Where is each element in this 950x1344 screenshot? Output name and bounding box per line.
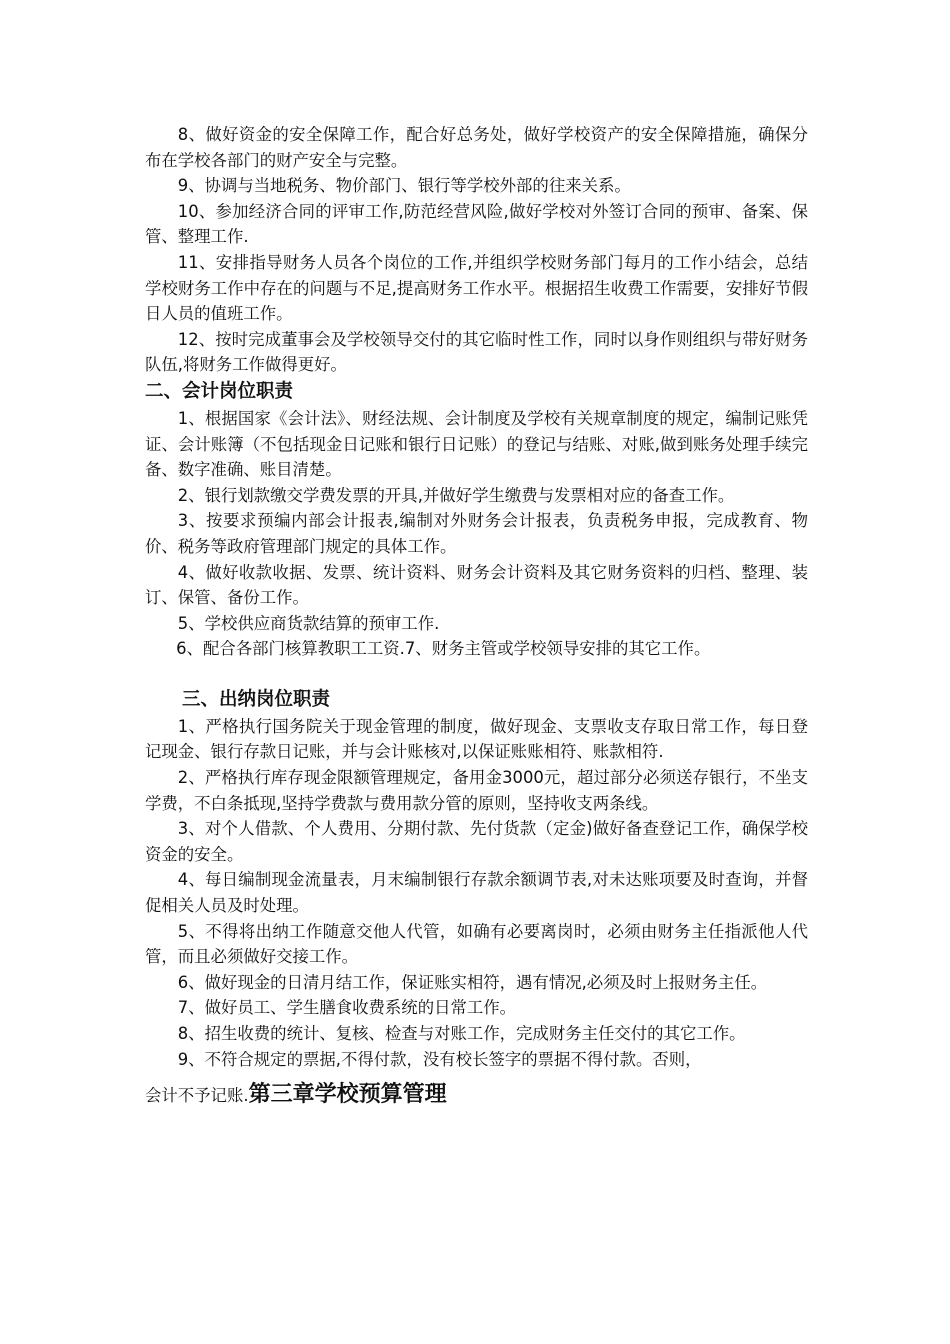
cashier-item-2: 2、严格执行库存现金限额管理规定，备用金3000元，超过部分必须送存银行，不坐支学费，不白条抵现,坚持学费款与费用款分管的原则，坚持收支两条线。 — [145, 768, 808, 813]
accounting-item-4: 4、做好收款收据、发票、统计资料、财务会计资料及其它财务资料的归档、整理、装订、保管、备份工作。 — [145, 562, 808, 608]
cashier-item-1: 1、严格执行国务院关于现金管理的制度，做好现金、支票收支存取日常工作，每日登记现金、银行存款日记账，并与会计账核对,以保证账账相符、账款相符. — [145, 716, 808, 762]
closing-text: 会计不予记账. — [145, 1086, 249, 1106]
accounting-item-3: 3、按要求预编内部会计报表,编制对外财务会计报表，负责税务申报，完成教育、物价、税务等政府管理部门规定的具体工作。 — [145, 511, 808, 556]
cashier-item-9: 9、不符合规定的票据,不得付款，没有校长签字的票据不得付款。否则， — [177, 1049, 702, 1069]
paragraph-item-8: 8、做好资金的安全保障工作，配合好总务处，做好学校资产的安全保障措施，确保分布在学校各部门的财产安全与完整。 — [145, 125, 808, 170]
spacer — [145, 662, 808, 686]
cashier-item-8: 8、招生收费的统计、复核、检查与对账工作，完成财务主任交付的其它工作。 — [177, 1024, 746, 1043]
paragraph-item-10: 10、参加经济合同的评审工作,防范经营风险,做好学校对外签订合同的预审、备案、保管、整理工作. — [145, 201, 808, 247]
accounting-item-2: 2、银行划款缴交学费发票的开具,并做好学生缴费与发票相对应的备查工作。 — [177, 485, 735, 505]
paragraph-item-12: 12、按时完成董事会及学校领导交付的其它临时性工作，同时以身作则组织与带好财务队伍,将财务工作做得更好。 — [145, 329, 808, 375]
section-heading-cashier: 三、出纳岗位职责 — [182, 688, 331, 710]
cashier-item-5: 5、不得将出纳工作随意交他人代管，如确有必要离岗时，必须由财务主任指派他人代管，而且必须做好交接工作。 — [145, 921, 808, 967]
accounting-item-1: 1、根据国家《会计法》、财经法规、会计制度及学校有关规章制度的规定，编制记账凭证、会计账簿（不包括现金日记账和银行日记账）的登记与结账、对账,做到账务处理手续完备、数字准确、账目清楚。 — [145, 408, 808, 480]
section-heading-accounting: 二、会计岗位职责 — [145, 380, 294, 402]
closing-line — [145, 1082, 808, 1109]
accounting-item-5: 5、学校供应商货款结算的预审工作. — [177, 613, 440, 633]
document-page — [145, 122, 808, 1109]
chapter-title: 第三章学校预算管理 — [248, 1082, 447, 1108]
cashier-item-4: 4、每日编制现金流量表，月末编制银行存款余额调节表,对未达账项要及时查询，并督促相关人员及时处理。 — [145, 870, 808, 916]
paragraph-item-11: 11、安排指导财务人员各个岗位的工作,并组织学校财务部门每月的工作小结会，总结学校财务工作中存在的问题与不足,提高财务工作水平。根据招生收费工作需要，安排好节假日人员的值班工作。 — [145, 252, 808, 324]
cashier-item-3: 3、对个人借款、个人费用、分期付款、先付货款（定金)做好备查登记工作，确保学校资金的安全。 — [145, 819, 808, 864]
cashier-item-6: 6、做好现金的日清月结工作，保证账实相符，遇有情况,必须及时上报财务主任。 — [177, 972, 768, 992]
paragraph-item-9: 9、协调与当地税务、物价部门、银行等学校外部的往来关系。 — [177, 176, 631, 196]
cashier-item-7: 7、做好员工、学生膳食收费系统的日常工作。 — [177, 998, 517, 1018]
accounting-item-6-7: 6、配合各部门核算教职工工资.7、财务主管或学校领导安排的其它工作。 — [176, 639, 711, 659]
